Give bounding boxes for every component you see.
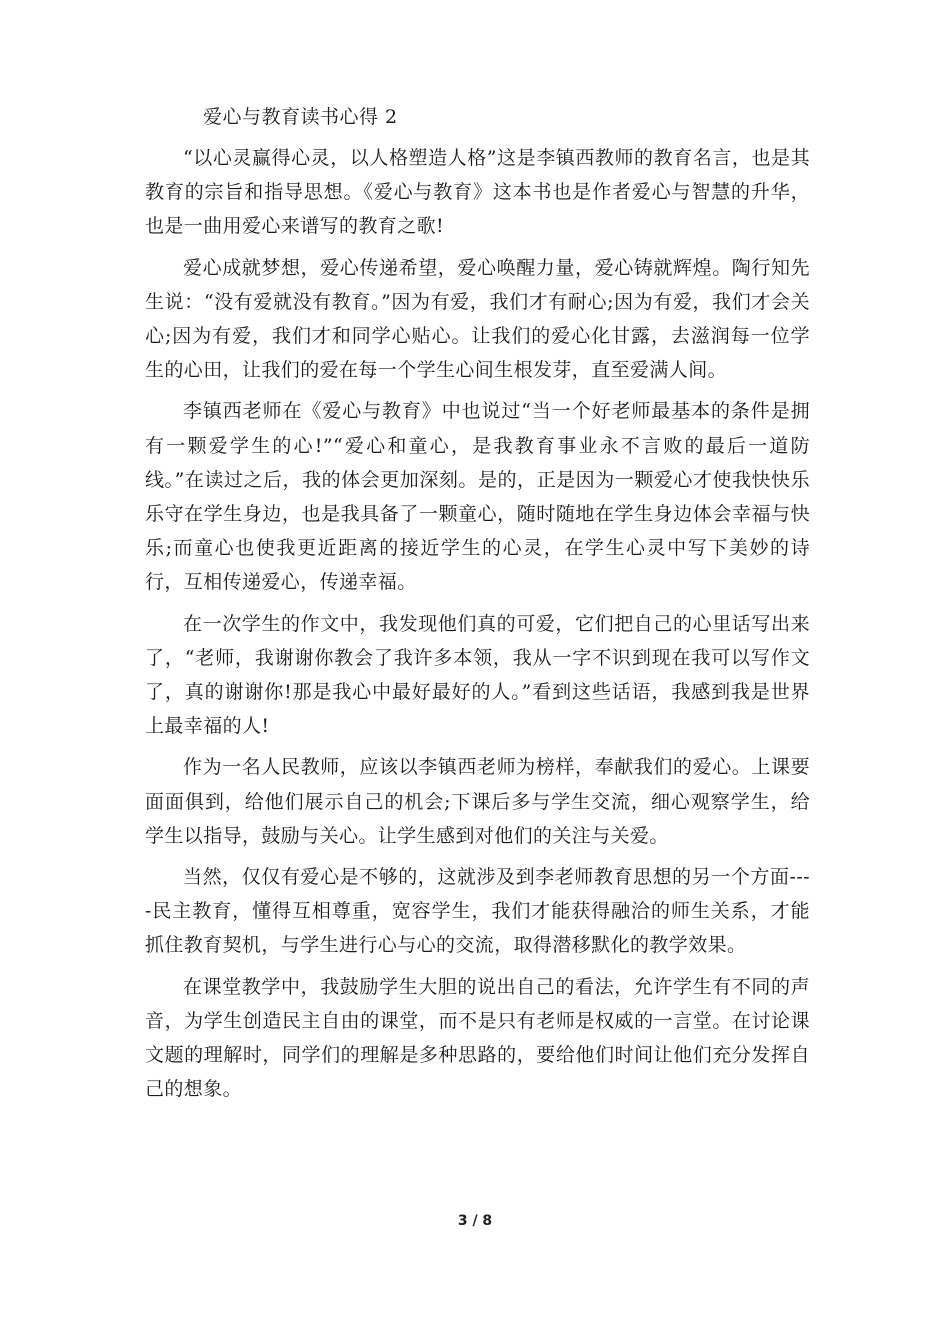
paragraph-1: “以心灵赢得心灵，以人格塑造人格”这是李镇西教师的教育名言，也是其教育的宗旨和指导思想。《爱心与教育》这本书也是作者爱心与智慧的升华，也是一曲用爱心来谱写的教育之歌! <box>145 147 810 238</box>
paragraph-2: 爱心成就梦想，爱心传递希望，爱心唤醒力量，爱心铸就辉煌。陶行知先生说：“没有爱就没有教育。”因为有爱，我们才有耐心;因为有爱，我们才会关心;因为有爱，我们才和同学心贴心。让我们的爱心化甘露，去滋润每一位学生的心田，让我们的爱在每一个学生心间生根发芽，直至爱满人间。 <box>145 256 810 382</box>
page-number: 3 / 8 <box>457 1213 493 1229</box>
paragraph-6: 当然，仅仅有爱心是不够的，这就涉及到李老师教育思想的另一个方面----民主教育，懂得互相尊重，宽容学生，我们才能获得融洽的师生关系，才能抓住教育契机，与学生进行心与心的交流，取得潜移默化的教学效果。 <box>145 866 810 957</box>
document-body <box>145 100 810 1106</box>
paragraph-7: 在课堂教学中，我鼓励学生大胆的说出自己的看法，允许学生有不同的声音，为学生创造民主自由的课堂，而不是只有老师是权威的一言堂。在讨论课文题的理解时，同学们的理解是多种思路的，要给他们时间让他们充分发挥自己的想象。 <box>145 975 810 1101</box>
paragraph-4: 在一次学生的作文中，我发现他们真的可爱，它们把自己的心里话写出来了，“老师，我谢谢你教会了我许多本领，我从一字不识到现在我可以写作文了，真的谢谢你!那是我心中最好最好的人。”看到这些话语，我感到我是世界上最幸福的人! <box>145 612 810 738</box>
paragraph-3: 李镇西老师在《爱心与教育》中也说过“当一个好老师最基本的条件是拥有一颗爱学生的心!”“爱心和童心，是我教育事业永不言败的最后一道防线。”在读过之后，我的体会更加深刻。是的，正是因为一颗爱心才使我快快乐乐守在学生身边，也是我具备了一颗童心，随时随地在学生身边体会幸福与快乐;而童心也使我更近距离的接近学生的心灵，在学生心灵中写下美妙的诗行，互相传递爱心，传递幸福。 <box>145 400 810 594</box>
paragraph-5: 作为一名人民教师，应该以李镇西老师为榜样，奉献我们的爱心。上课要面面俱到，给他们展示自己的机会;下课后多与学生交流，细心观察学生，给学生以指导，鼓励与关心。让学生感到对他们的关注与关爱。 <box>145 756 810 847</box>
document-title: 爱心与教育读书心得 2 <box>203 106 398 128</box>
